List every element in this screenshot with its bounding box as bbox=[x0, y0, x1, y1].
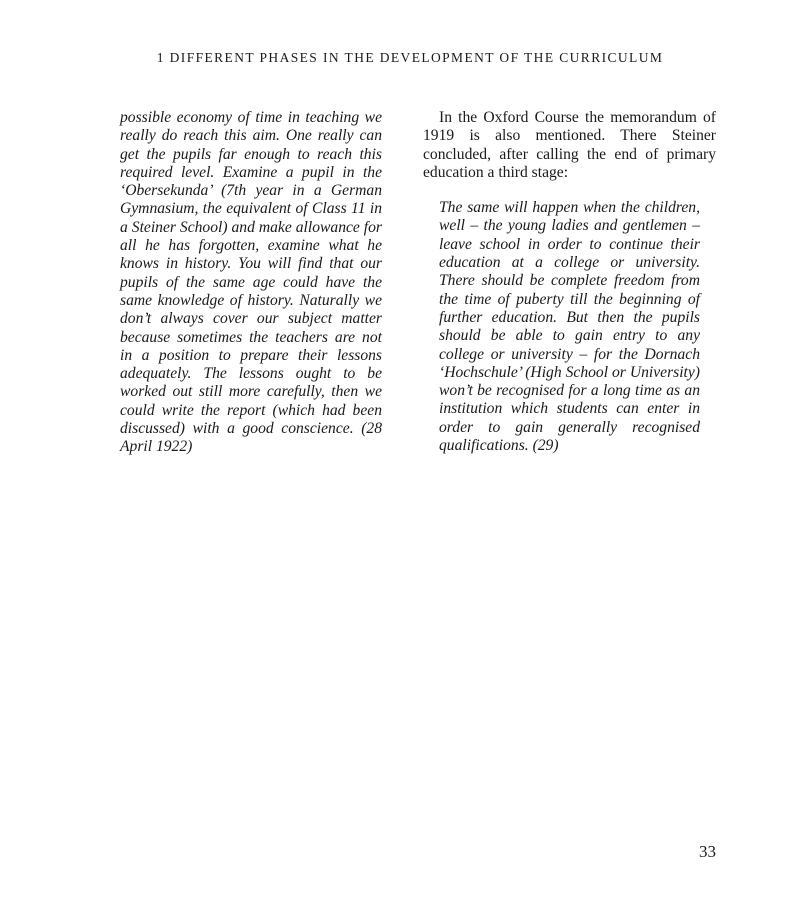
left-column bbox=[120, 109, 382, 457]
right-column bbox=[423, 109, 716, 455]
running-head: 1 DIFFERENT PHASES IN THE DEVELOPMENT OF THE CURRICULUM bbox=[156, 50, 664, 65]
quote-continuation: possible economy of time in teaching we really do reach this aim. One really can get the pupils far enough to reach this required level. Examine a pupil in the ‘Obersekunda’ (7th year in a German Gymnasium, the equivalent of Class 11 in a Steiner School) and make allowance for all he has forgotten, examine what he knows in history. You will find that our pupils of the same age could have the same knowledge of history. Naturally we don’t always cover our subject matter because sometimes the teachers are not in a position to prepare their lessons adequately. The lessons ought to be worked out still more carefully, then we could write the report (which had been discussed) with a good conscience. (28 April 1922) bbox=[120, 109, 382, 456]
block-quote: The same will happen when the children, well – the young ladies and gentlemen – leave school in order to continue their education at a college or university. There should be complete freedom from the time of puberty till the beginning of further education. But then the pupils should be able to gain entry to any college or university – for the Dornach ‘Hochschule’ (High School or University) won’t be recognised for a long time as an institution which students can enter in order to gain generally recognised qualifications. (29) bbox=[439, 199, 700, 455]
page-number: 33 bbox=[699, 842, 716, 861]
body-paragraph: In the Oxford Course the memorandum of 1919 is also mentioned. There Steiner concluded, after calling the end of primary education a third stage: bbox=[423, 109, 716, 181]
